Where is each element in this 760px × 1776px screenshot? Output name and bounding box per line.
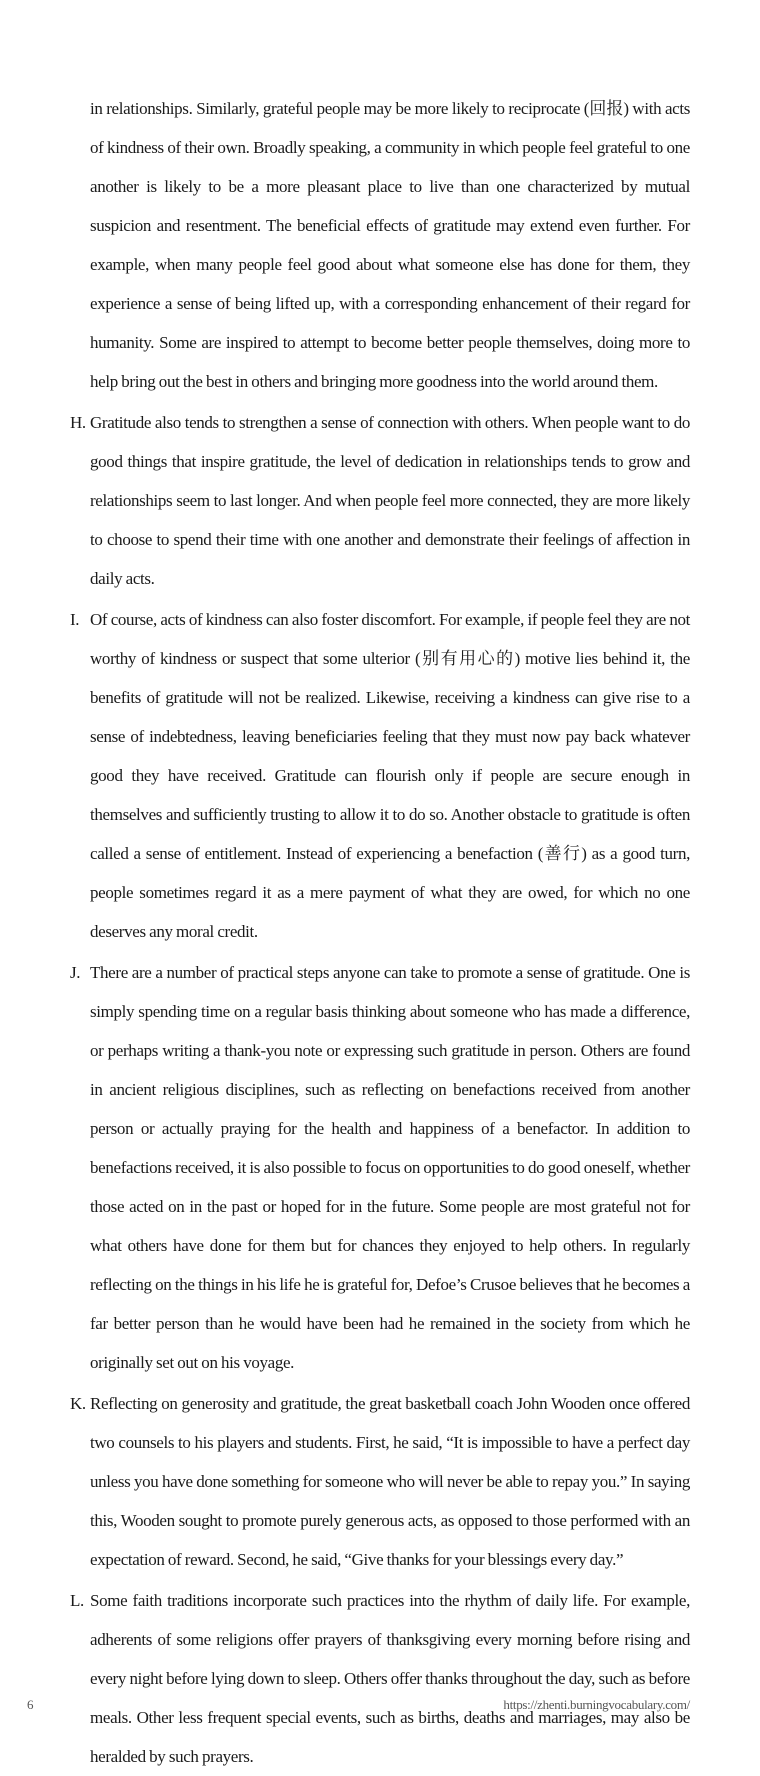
paragraph-j (70, 953, 690, 1382)
page-number: 6 (27, 1697, 34, 1712)
paragraph-h (70, 403, 690, 598)
paragraph-text: Of course, acts of kindness can also foster discomfort. For example, if people feel they are not worthy of kindness or suspect that some ulterior (别有用心的) motive lies behind it, the benefits of gratitude will not be realized. Likewise, receiving a kindness can give rise to a sense of indebtedness, leaving beneficiaries feeling that they must now pay back whatever good they have received. Gratitude can flourish only if people are secure enough in themselves and sufficiently trusting to allow it to do so. Another obstacle to gratitude is often called a sense of entitlement. Instead of experiencing a benefaction (善行) as a good turn, people sometimes regard it as a mere payment of what they are owed, for which no one deserves any moral credit. (90, 610, 690, 941)
paragraph-text: in relationships. Similarly, grateful people may be more likely to reciprocate (回报) with acts of kindness of their own. Broadly speaking, a community in which people feel grateful to one another is likely to be a more pleasant place to live than one characterized by mutual suspicion and resentment. The beneficial effects of gratitude may extend even further. For example, when many people feel good about what someone else has done for them, they experience a sense of being lifted up, with a corresponding enhancement of their regard for humanity. Some are inspired to attempt to become better people themselves, doing more to help bring out the best in others and bringing more goodness into the world around them. (90, 99, 690, 391)
paragraph-letter: I. (70, 610, 80, 629)
paragraph-l (70, 1581, 690, 1776)
paragraph-letter: J. (70, 963, 81, 982)
article-body (70, 89, 690, 1776)
paragraph-letter: K. (70, 1394, 86, 1413)
paragraph-continued (70, 89, 690, 401)
paragraph-letter: H. (70, 413, 86, 432)
paragraph-letter: L. (70, 1591, 84, 1610)
paragraph-k (70, 1384, 690, 1579)
paragraph-text: There are a number of practical steps anyone can take to promote a sense of gratitude. One is simply spending time on a regular basis thinking about someone who has made a difference, or perhaps writing a thank-you note or expressing such gratitude in person. Others are found in ancient religious disciplines, such as reflecting on benefactions received from another person or actually praying for the health and happiness of a benefactor. In addition to benefactions received, it is also possible to focus on opportunities to do good oneself, whether those acted on in the past or hoped for in the future. Some people are most grateful not for what others have done for them but for chances they enjoyed to help others. In regularly reflecting on the things in his life he is grateful for, Defoe’s Crusoe believes that he becomes a far better person than he would have been had he remained in the society from which he originally set out on his voyage. (90, 963, 690, 1372)
paragraph-text: Gratitude also tends to strengthen a sense of connection with others. When people want to do good things that inspire gratitude, the level of dedication in relationships tends to grow and relationships seem to last longer. And when people feel more connected, they are more likely to choose to spend their time with one another and demonstrate their feelings of affection in daily acts. (90, 413, 690, 588)
source-url: https://zhenti.burningvocabulary.com/ (503, 1697, 690, 1712)
paragraph-i (70, 600, 690, 951)
paragraph-text: Some faith traditions incorporate such practices into the rhythm of daily life. For example, adherents of some religions offer prayers of thanksgiving every morning before rising and every night before lying down to sleep. Others offer thanks throughout the day, such as before meals. Other less frequent special events, such as births, deaths and marriages, may also be heralded by such prayers. (90, 1591, 690, 1766)
paragraph-text: Reflecting on generosity and gratitude, the great basketball coach John Wooden once offered two counsels to his players and students. First, he said, “It is impossible to have a perfect day unless you have done something for someone who will never be able to repay you.” In saying this, Wooden sought to promote purely generous acts, as opposed to those performed with an expectation of reward. Second, he said, “Give thanks for your blessings every day.” (90, 1394, 690, 1569)
